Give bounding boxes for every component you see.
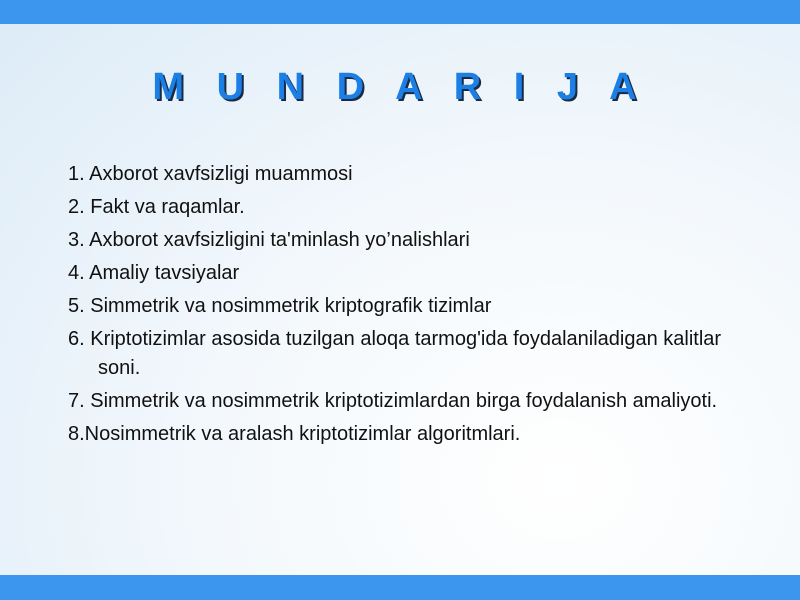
toc-item-5: 5. Simmetrik va nosimmetrik kriptografik tizimlar	[68, 295, 492, 317]
top-accent-bar	[0, 0, 800, 24]
bottom-accent-bar	[0, 575, 800, 600]
toc-item-7: 7. Simmetrik va nosimmetrik kriptotizimlardan birga foydalanish amaliyoti.	[68, 390, 718, 412]
toc-item-3: 3. Axborot xavfsizligini ta'minlash yo’nalishlari	[68, 229, 470, 251]
toc-item-8: 8.Nosimmetrik va aralash kriptotizimlar algoritmlari.	[68, 423, 521, 445]
toc-item-4: 4. Amaliy tavsiyalar	[68, 262, 240, 284]
table-of-contents	[68, 160, 768, 453]
toc-item-2: 2. Fakt va raqamlar.	[68, 196, 245, 218]
slide-title: M U N D A R I J A	[152, 66, 648, 108]
toc-item-1: 1. Axborot xavfsizligi muammosi	[68, 163, 353, 185]
toc-item-6: 6. Kriptotizimlar asosida tuzilgan aloqa tarmog'ida foydalaniladigan kalitlar soni.	[68, 328, 722, 379]
